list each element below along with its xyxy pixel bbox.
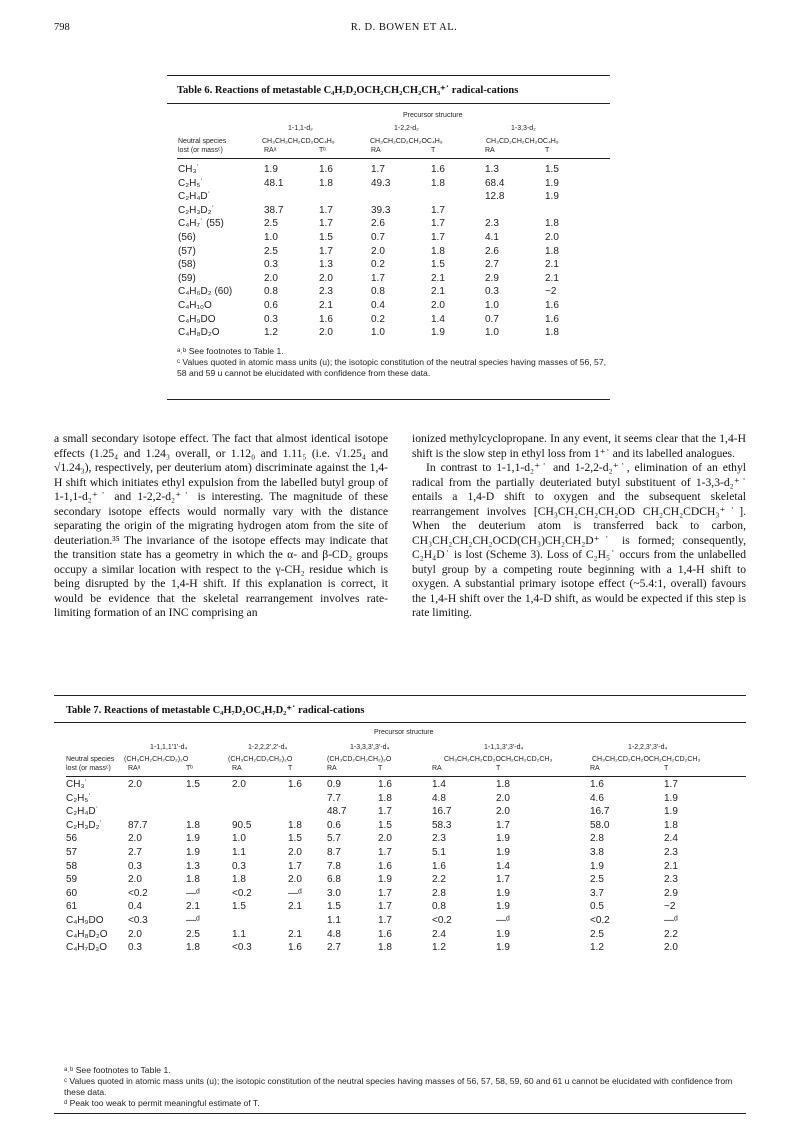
table6-cell: 1.6 (319, 164, 333, 175)
table6-cell: 2.0 (319, 327, 333, 339)
table7-cell: 1.9 (496, 833, 510, 845)
table7-footnote-c: ᶜ Values quoted in atomic mass units (u); the isotopic constitution of the neutral species having masses of 56, 57, 58, 59, 60 and 61 u cannot be elucidated with confidence from these data. (64, 1076, 733, 1097)
table7-row-species: C₄H₉DO (66, 915, 104, 926)
table6-cell: 1.5 (431, 259, 445, 271)
table7-cell: 2.3 (664, 847, 678, 858)
table6-cell: 0.7 (371, 232, 385, 243)
table7-cell: 8.7 (327, 847, 341, 858)
body-left-column (54, 432, 388, 621)
table7-cell: 1.7 (664, 779, 678, 790)
table7-row-species: 59 (66, 874, 78, 886)
table7-caption: Table 7. Reactions of metastable C₄H₇D₂OC₄H₇D₂⁺˙ radical-cations (66, 705, 365, 716)
table7-header-rule (66, 776, 746, 777)
table7-bottom-rule (54, 1113, 746, 1114)
body-right-paragraph-2: In contrast to 1-1,1-d₂⁺˙ and 1-2,2-d₂⁺˙, elimination of an ethyl radical from the partially deuteriated butyl substituent of 1-3,3-d₂⁺˙ entails a 1,4-D shift to oxygen and the subsequent skeletal rearrangement involves [CH₃CH₂CH₂CH₂OD CH₂CH₂CDCH₃⁺˙]. When the deuterium atom is transferred back to carbon, CH₃CH₂CH₂CH₂OCD(CH₃)CH₂CH₂D⁺˙ is formed; consequently, C₂H₄D˙ is lost (Scheme 3). Loss of C₂H₅˙ occurs from the unlabelled butyl group by a competing route beginning with a 1,4-H shift to oxygen. A substantial primary isotope effect (~5.4:1, overall) favours the 1,4-H shift over the 1,4-D shift, as would be expected if this step is rate limiting. (412, 461, 746, 619)
table7-cell: <0.2 (128, 887, 148, 899)
table6-cell: 1.0 (485, 327, 499, 339)
table7-cell: 90.5 (232, 819, 252, 831)
table7-cell: 1.4 (432, 779, 446, 790)
table6-cell: 2.0 (319, 272, 333, 284)
table6-group-formula: CH₃CH₂CD₂CH₂OC₄H₉ (370, 138, 443, 145)
table7-cell: 2.0 (128, 833, 142, 845)
table7-cell: 2.0 (496, 792, 510, 804)
table7-cell: 0.8 (432, 901, 446, 913)
table6-cell: 48.1 (264, 177, 284, 189)
table7-cell: 7.8 (327, 860, 341, 872)
table7-cell: 3.7 (590, 887, 604, 899)
table7-column-header: T (378, 765, 383, 772)
table7-cell: 2.0 (496, 806, 510, 818)
table7-cell: 2.0 (128, 928, 142, 940)
table7-cell: ~2 (664, 901, 676, 913)
table7-cell: 1.2 (432, 942, 446, 954)
table7-cell: 1.9 (496, 847, 510, 858)
table7-cell: —ᵈ (288, 887, 302, 899)
table7-row-species: C₄H₇D₃O (66, 942, 108, 954)
table6-precursor-header: Precursor structure (403, 112, 463, 119)
table6-cell: 1.8 (431, 177, 445, 189)
table6-cell: 39.3 (371, 204, 391, 216)
table7-cell: 1.9 (496, 887, 510, 899)
table7-row-species: 57 (66, 847, 78, 858)
table7-cell: 2.4 (664, 833, 678, 845)
table7-column-header: T (664, 765, 669, 772)
table6-cell: 1.7 (431, 232, 445, 243)
table6-cell: 1.0 (264, 232, 278, 243)
table6-cell: 0.3 (485, 286, 499, 298)
table6-row-species: (59) (178, 272, 196, 284)
table7-cell: 1.6 (378, 779, 392, 790)
table7-caption-rule (54, 722, 746, 723)
table7-group-label: 1-2,2,3′,3′-d₄ (628, 744, 668, 751)
table7-column-header: RA (327, 765, 337, 772)
table7-footnote-d: ᵈ Peak too weak to permit meaningful estimate of T. (64, 1098, 260, 1108)
table6-cell: 2.5 (264, 218, 278, 230)
table6-cell: 1.6 (319, 313, 333, 325)
table7-cell: <0.3 (232, 942, 252, 954)
table7-group-formula: CH₃CH₂CH₂CD₂OCH₂CH₂CD₂CH₃ (444, 756, 553, 763)
table6-caption-rule (167, 103, 610, 104)
table6-cell: 2.1 (431, 272, 445, 284)
table7-cell: 1.7 (496, 874, 510, 886)
table7-cell: 2.0 (128, 779, 142, 790)
table7-cell: 1.2 (590, 942, 604, 954)
table7-cell: —ᵈ (496, 915, 510, 926)
table6-row-species: C₄H₉DO (178, 313, 216, 325)
table7-row-species: C₄H₈D₂O (66, 928, 108, 940)
table7-cell: 1.9 (496, 901, 510, 913)
table7-column-header: RA (590, 765, 600, 772)
table7-cell: 1.9 (378, 874, 392, 886)
table6-column-header: T (545, 147, 550, 154)
table7-cell: 3.8 (590, 847, 604, 858)
table7-row-species: C₂H₄D˙ (66, 806, 99, 818)
table7-cell: 4.6 (590, 792, 604, 804)
table7-group-formula: (CH₃CH₂CH₂CD₂)₂O (124, 756, 189, 763)
table7-cell: 1.7 (496, 819, 510, 831)
table7-cell: <0.2 (232, 887, 252, 899)
table7-row-species: 56 (66, 833, 78, 845)
table7-cell: 2.3 (432, 833, 446, 845)
table6-row-species: C₂H₃D₂˙ (178, 204, 215, 216)
table7-column-header: T (496, 765, 501, 772)
table7-cell: 1.9 (186, 833, 200, 845)
table7-row-species: C₂H₅˙ (66, 792, 92, 804)
table7-cell: 1.5 (327, 901, 341, 913)
table6-cell: 1.7 (319, 218, 333, 230)
table6-caption: Table 6. Reactions of metastable C₄H₇D₂OCH₂CH₂CH₂CH₃⁺˙ radical-cations (177, 85, 519, 96)
table7-cell: 1.9 (590, 860, 604, 872)
table6-group-label: 1-1,1-d₂ (288, 125, 313, 132)
table6-row-species: C₄H₇˙ (55) (178, 218, 224, 230)
table7-row-species: 58 (66, 860, 78, 872)
table6-cell: 1.7 (371, 272, 385, 284)
table7-cell: 5.1 (432, 847, 446, 858)
table7-cell: 1.7 (378, 915, 392, 926)
table7-cell: 1.6 (432, 860, 446, 872)
table7-cell: 2.0 (664, 942, 678, 954)
table7-cell: 7.7 (327, 792, 341, 804)
table7-cell: <0.2 (590, 915, 610, 926)
table7-top-rule (54, 695, 746, 696)
table6-row-species: (58) (178, 259, 196, 271)
table7-cell: 1.9 (496, 942, 510, 954)
table7-group-label: 1-1,1,1′1′-d₄ (150, 744, 188, 751)
table6-cell: 1.5 (545, 164, 559, 175)
table7-row-species: 61 (66, 901, 78, 913)
table6-row-species: CH₃˙ (178, 164, 200, 175)
table7-cell: 0.3 (128, 860, 142, 872)
table7-cell: 4.8 (327, 928, 341, 940)
table7-cell: 1.6 (288, 942, 302, 954)
table6-cell: 1.9 (264, 164, 278, 175)
table7-cell: 1.6 (378, 860, 392, 872)
table7-group-label: 1-1,1,3′,3′-d₄ (484, 744, 524, 751)
table6-cell: 2.1 (545, 259, 559, 271)
table6-cell: 1.6 (545, 300, 559, 311)
table7-cell: 1.5 (186, 779, 200, 790)
table7-footnotes (64, 1065, 744, 1109)
table7-cell: 16.7 (590, 806, 610, 818)
table7-cell: 5.7 (327, 833, 341, 845)
table7-cell: 1.8 (186, 874, 200, 886)
table6-cell: 1.0 (371, 327, 385, 339)
table7-cell: 2.1 (288, 901, 302, 913)
table7-cell: 1.9 (664, 806, 678, 818)
table6-cell: 0.2 (371, 313, 385, 325)
table7-cell: 1.8 (186, 942, 200, 954)
table7-cell: 1.6 (378, 928, 392, 940)
table7-cell: 2.0 (378, 833, 392, 845)
table6-cell: 1.6 (431, 164, 445, 175)
table6-cell: 1.9 (545, 177, 559, 189)
table7-cell: 2.8 (432, 887, 446, 899)
table6-cell: 0.2 (371, 259, 385, 271)
table6-group-formula: CH₃CH₂CH₂CD₂OC₄H₉ (262, 138, 335, 145)
table7-cell: 1.7 (378, 887, 392, 899)
table7-cell: —ᵈ (664, 915, 678, 926)
table7-cell: 58.0 (590, 819, 610, 831)
table7-cell: 2.1 (664, 860, 678, 872)
table7-cell: 1.6 (288, 779, 302, 790)
table6-row-species: C₄H₁₀O (178, 300, 212, 311)
table7-cell: 1.1 (232, 847, 246, 858)
table6-cell: 2.0 (264, 272, 278, 284)
table6-neutral-header-2: lost (or massᶜ) (178, 147, 223, 154)
table7-neutral-header-1: Neutral species (66, 756, 115, 763)
table6-column-header: T (431, 147, 436, 154)
table7-cell: 1.9 (186, 847, 200, 858)
table7-cell: 1.9 (496, 928, 510, 940)
table6-cell: 2.3 (485, 218, 499, 230)
table6-group-formula: CH₃CD₂CH₂CH₂OC₄H₉ (486, 138, 559, 145)
table6-cell: 1.9 (545, 191, 559, 203)
table7-cell: 2.0 (288, 874, 302, 886)
table6-column-header: Tᵇ (319, 147, 326, 154)
table6-cell: 1.7 (371, 164, 385, 175)
table6-cell: 2.5 (264, 245, 278, 257)
table6-cell: 1.8 (319, 177, 333, 189)
table6-cell: 1.7 (431, 204, 445, 216)
table7-footnote-ab: ᵃ˒ᵇ See footnotes to Table 1. (64, 1065, 171, 1075)
table6-footnotes (177, 346, 617, 379)
table6-cell: 4.1 (485, 232, 499, 243)
table7-row-species: CH₃˙ (66, 779, 88, 790)
table6-neutral-header-1: Neutral species (178, 138, 227, 145)
table6-cell: 1.8 (545, 245, 559, 257)
table6-row-species: C₂H₄D˙ (178, 191, 211, 203)
page-number: 798 (54, 22, 70, 33)
table7-cell: 1.1 (327, 915, 341, 926)
table6-cell: 0.6 (264, 300, 278, 311)
table7-cell: 4.8 (432, 792, 446, 804)
table7-cell: 3.0 (327, 887, 341, 899)
table7-cell: 87.7 (128, 819, 148, 831)
table6-top-rule (167, 75, 610, 76)
table6-cell: 38.7 (264, 204, 284, 216)
table7-cell: 1.8 (288, 819, 302, 831)
table7-neutral-header-2: lost (or massᶜ) (66, 765, 111, 772)
table6-cell: 0.3 (264, 259, 278, 271)
body-right-column (412, 432, 746, 621)
table7-cell: 2.7 (128, 847, 142, 858)
table6-cell: 1.2 (264, 327, 278, 339)
table6-cell: 1.0 (485, 300, 499, 311)
table6-bottom-rule (167, 399, 610, 400)
table6-cell: 2.3 (319, 286, 333, 298)
table6-cell: 1.6 (545, 313, 559, 325)
table7-group-formula: CH₃CH₂CD₂CH₂OCH₂CH₂CD₂CH₃ (592, 756, 701, 763)
table7-column-header: RAᵃ (128, 765, 141, 772)
table6-cell: 2.0 (371, 245, 385, 257)
table6-cell: 1.3 (485, 164, 499, 175)
table6-cell: 1.8 (431, 245, 445, 257)
table7-cell: 1.7 (378, 847, 392, 858)
table7-cell: 48.7 (327, 806, 347, 818)
table7-precursor-header: Precursor structure (374, 729, 434, 736)
table6-cell: 1.8 (545, 327, 559, 339)
table6-cell: 0.8 (264, 286, 278, 298)
table7-group-formula: (CH₃CH₂CD₂CH₂)₂O (228, 756, 293, 763)
table7-column-header: Tᵇ (186, 765, 193, 772)
table7-cell: 2.8 (590, 833, 604, 845)
table7-cell: 1.8 (232, 874, 246, 886)
table7-cell: 0.5 (590, 901, 604, 913)
table6-cell: 1.3 (319, 259, 333, 271)
table7-cell: 0.3 (128, 942, 142, 954)
table7-cell: 2.0 (232, 779, 246, 790)
table6-column-header: RAᵃ (264, 147, 277, 154)
table6-cell: 2.1 (431, 286, 445, 298)
table7-group-label: 1-2,2,2′,2′-d₄ (248, 744, 288, 751)
table7 (0, 726, 792, 1066)
table7-cell: 1.8 (496, 779, 510, 790)
table6-footnote-c: ᶜ Values quoted in atomic mass units (u); the isotopic constitution of the neutral species having masses of 56, 57, 58 and 59 u cannot be elucidated with confidence from these data. (177, 357, 606, 378)
table7-cell: 2.3 (664, 874, 678, 886)
table6-cell: 49.3 (371, 177, 391, 189)
table7-cell: 2.9 (664, 887, 678, 899)
table7-cell: 1.8 (378, 792, 392, 804)
table6-row-species: C₂H₅˙ (178, 177, 204, 189)
table6-cell: 1.7 (319, 204, 333, 216)
table6-row-species: C₄H₈D₂O (178, 327, 220, 339)
table7-cell: 58.3 (432, 819, 452, 831)
table7-cell: <0.2 (432, 915, 452, 926)
table7-cell: 16.7 (432, 806, 452, 818)
table7-cell: 1.9 (664, 792, 678, 804)
table7-cell: 2.1 (186, 901, 200, 913)
table7-cell: 1.8 (378, 942, 392, 954)
table7-cell: 1.7 (378, 806, 392, 818)
table6-cell: 2.1 (545, 272, 559, 284)
table7-cell: 0.9 (327, 779, 341, 790)
table6-cell: 2.1 (319, 300, 333, 311)
table7-cell: 1.4 (496, 860, 510, 872)
table7-cell: 1.5 (232, 901, 246, 913)
table7-cell: 2.4 (432, 928, 446, 940)
table7-cell: —ᵈ (186, 915, 200, 926)
body-left-paragraph: a small secondary isotope effect. The fact that almost identical isotope effects (1.25₄ and 1.24₃ overall, or 1.12₀ and 1.11₅ (i.e. √1.25₄ and √1.24₃), respectively, per deuterium atom) discriminate against the 1,4-H shift which initiates ethyl expulsion from the labelled butyl group of 1-1,1-d₂⁺˙ and 1-2,2-d₂⁺˙ is interesting. The magnitude of these secondary isotope effects would normally vary with the distance separating the origin of the migrating hydrogen atom from the site of deuteriation.³⁵ The invariance of the isotope effects may indicate that the transition state has a geometry in which the α- and β-CD₂ groups occupy a similar location with respect to the γ-CH₂ residue which is being disrupted by the 1,4-H shift. If this explanation is correct, it would be evidence that the skeletal rearrangement involves rate-limiting formation of an INC comprising an (54, 432, 388, 619)
table7-row-species: 60 (66, 887, 78, 899)
table6-cell: 0.8 (371, 286, 385, 298)
table7-cell: 1.7 (288, 860, 302, 872)
table7-cell: 2.5 (590, 874, 604, 886)
table6-group-label: 1-2,2-d₂ (394, 125, 419, 132)
table7-cell: 2.5 (590, 928, 604, 940)
table7-cell: 1.0 (232, 833, 246, 845)
body-right-paragraph-1: ionized methylcyclopropane. In any event, it seems clear that the 1,4-H shift is the slow step in ethyl loss from 1⁺˙ and its labelled analogues. (412, 432, 746, 460)
table7-cell: 1.3 (186, 860, 200, 872)
table6-cell: 68.4 (485, 177, 505, 189)
table7-group-label: 1-3,3,3′,3′-d₄ (350, 744, 390, 751)
table6-header-rule (177, 158, 610, 159)
table7-cell: 0.4 (128, 901, 142, 913)
table6-row-species: (56) (178, 232, 196, 243)
table6-footnote-ab: ᵃ˒ᵇ See footnotes to Table 1. (177, 346, 284, 356)
table7-cell: 1.8 (186, 819, 200, 831)
table6-cell: 1.9 (431, 327, 445, 339)
table7-cell: 1.5 (378, 819, 392, 831)
table7-cell: 6.8 (327, 874, 341, 886)
table7-cell: 2.2 (432, 874, 446, 886)
table7-cell: 2.7 (327, 942, 341, 954)
table7-cell: 0.3 (232, 860, 246, 872)
table7-cell: 1.7 (378, 901, 392, 913)
table7-cell: 1.5 (288, 833, 302, 845)
table6-cell: 1.5 (319, 232, 333, 243)
table6-cell: 0.3 (264, 313, 278, 325)
table6-column-header: RA (485, 147, 495, 154)
table6-cell: 0.7 (485, 313, 499, 325)
table7-cell: 2.5 (186, 928, 200, 940)
table6-column-header: RA (371, 147, 381, 154)
table6-cell: 1.7 (319, 245, 333, 257)
running-head-authors: R. D. BOWEN ET AL. (350, 22, 458, 33)
table7-cell: 2.1 (288, 928, 302, 940)
table6-cell: 2.6 (485, 245, 499, 257)
table6-cell: 2.0 (431, 300, 445, 311)
table6-cell: 1.4 (431, 313, 445, 325)
table6-cell: 1.7 (431, 218, 445, 230)
table7-cell: <0.3 (128, 915, 148, 926)
table6-cell: 2.9 (485, 272, 499, 284)
table7-cell: 1.1 (232, 928, 246, 940)
table7-cell: 0.6 (327, 819, 341, 831)
table7-group-formula: (CH₃CD₂CH₂CH₂)₂O (327, 756, 392, 763)
table7-cell: —ᵈ (186, 887, 200, 899)
table6 (0, 108, 792, 448)
table6-cell: ~2 (545, 286, 557, 298)
table7-row-species: C₂H₃D₂˙ (66, 819, 103, 831)
table6-group-label: 1-3,3-d₂ (511, 125, 536, 132)
table7-cell: 2.0 (288, 847, 302, 858)
table7-cell: 1.6 (590, 779, 604, 790)
table6-row-species: (57) (178, 245, 196, 257)
table7-column-header: RA (432, 765, 442, 772)
table6-cell: 2.7 (485, 259, 499, 271)
table6-cell: 2.6 (371, 218, 385, 230)
table7-cell: 1.8 (664, 819, 678, 831)
table6-row-species: C₄H₆D₂ (60) (178, 286, 233, 298)
table7-cell: 2.0 (128, 874, 142, 886)
table7-column-header: RA (232, 765, 242, 772)
table6-cell: 1.8 (545, 218, 559, 230)
table7-column-header: T (288, 765, 293, 772)
table6-cell: 0.4 (371, 300, 385, 311)
table6-cell: 2.0 (545, 232, 559, 243)
table6-cell: 12.8 (485, 191, 505, 203)
table7-cell: 2.2 (664, 928, 678, 940)
